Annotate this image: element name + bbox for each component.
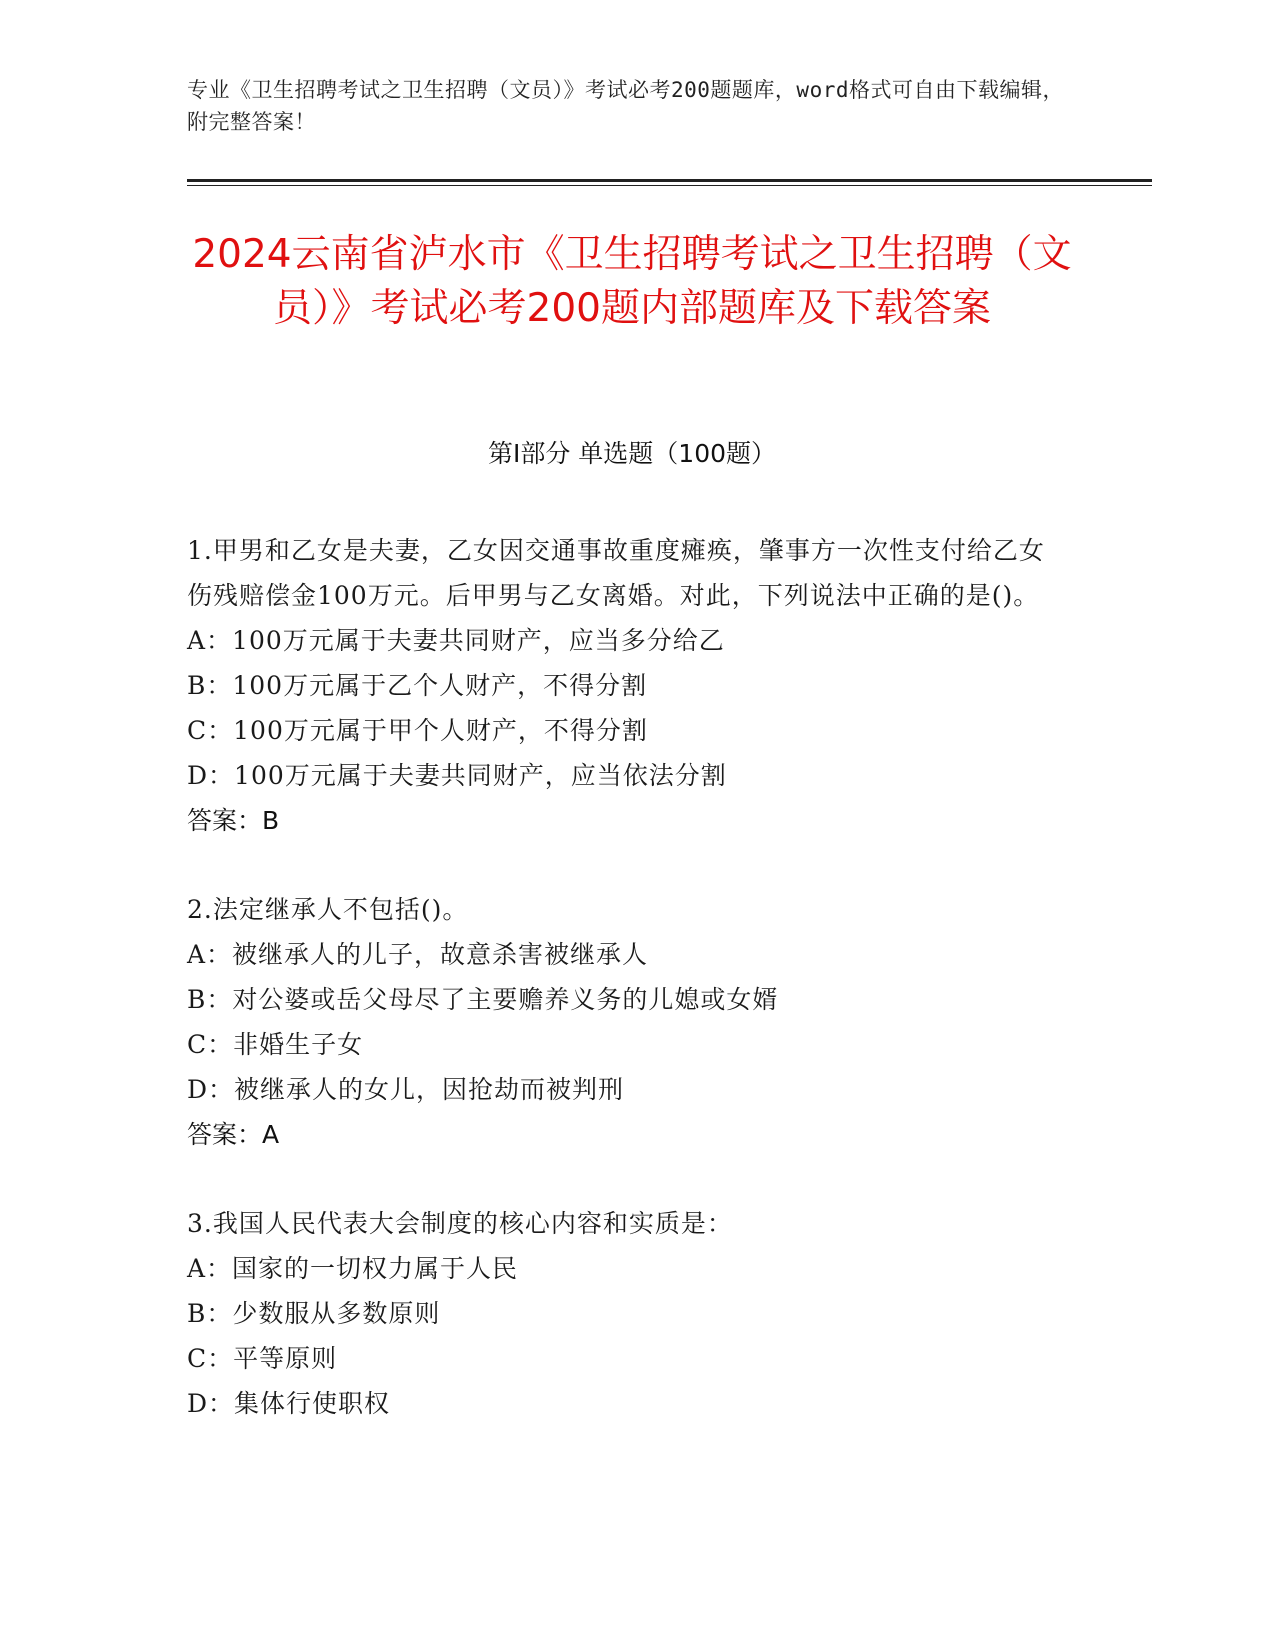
answer: 答案：B bbox=[187, 806, 280, 835]
document-title: 2024云南省泸水市《卫生招聘考试之卫生招聘（文员）》考试必考200题内部题库及下载答案 bbox=[192, 232, 1072, 331]
option-b: B：少数服从多数原则 bbox=[187, 1299, 441, 1328]
question-1 bbox=[187, 528, 1067, 843]
question-3 bbox=[187, 1201, 1067, 1426]
answer: 答案：A bbox=[187, 1120, 280, 1149]
header-divider-thin bbox=[187, 185, 1152, 186]
option-d: D：集体行使职权 bbox=[187, 1389, 391, 1418]
question-stem: 3.我国人民代表大会制度的核心内容和实质是： bbox=[187, 1209, 733, 1238]
header-divider bbox=[187, 179, 1152, 182]
option-d: D：被继承人的女儿，因抢劫而被判刑 bbox=[187, 1075, 625, 1104]
option-a: A：100万元属于夫妻共同财产，应当多分给乙 bbox=[187, 626, 725, 655]
option-c: C：100万元属于甲个人财产，不得分割 bbox=[187, 716, 648, 745]
option-c: C：非婚生子女 bbox=[187, 1030, 364, 1059]
header-note: 专业《卫生招聘考试之卫生招聘（文员）》考试必考200题题库，word格式可自由下载编辑，附完整答案！ bbox=[187, 78, 1064, 134]
question-2 bbox=[187, 887, 1067, 1157]
question-list bbox=[187, 528, 1067, 1470]
option-c: C：平等原则 bbox=[187, 1344, 338, 1373]
question-stem: 2.法定继承人不包括()。 bbox=[187, 895, 469, 924]
option-b: B：100万元属于乙个人财产，不得分割 bbox=[187, 671, 648, 700]
option-b: B：对公婆或岳父母尽了主要赡养义务的儿媳或女婿 bbox=[187, 985, 779, 1014]
question-stem: 1.甲男和乙女是夫妻，乙女因交通事故重度瘫痪，肇事方一次性支付给乙女伤残赔偿金100万元。后甲男与乙女离婚。对此，下列说法中正确的是()。 bbox=[187, 536, 1045, 610]
option-a: A：国家的一切权力属于人民 bbox=[187, 1254, 519, 1283]
option-a: A：被继承人的儿子，故意杀害被继承人 bbox=[187, 940, 649, 969]
option-d: D：100万元属于夫妻共同财产，应当依法分割 bbox=[187, 761, 727, 790]
section-title: 第Ⅰ部分 单选题（100题） bbox=[487, 439, 777, 468]
